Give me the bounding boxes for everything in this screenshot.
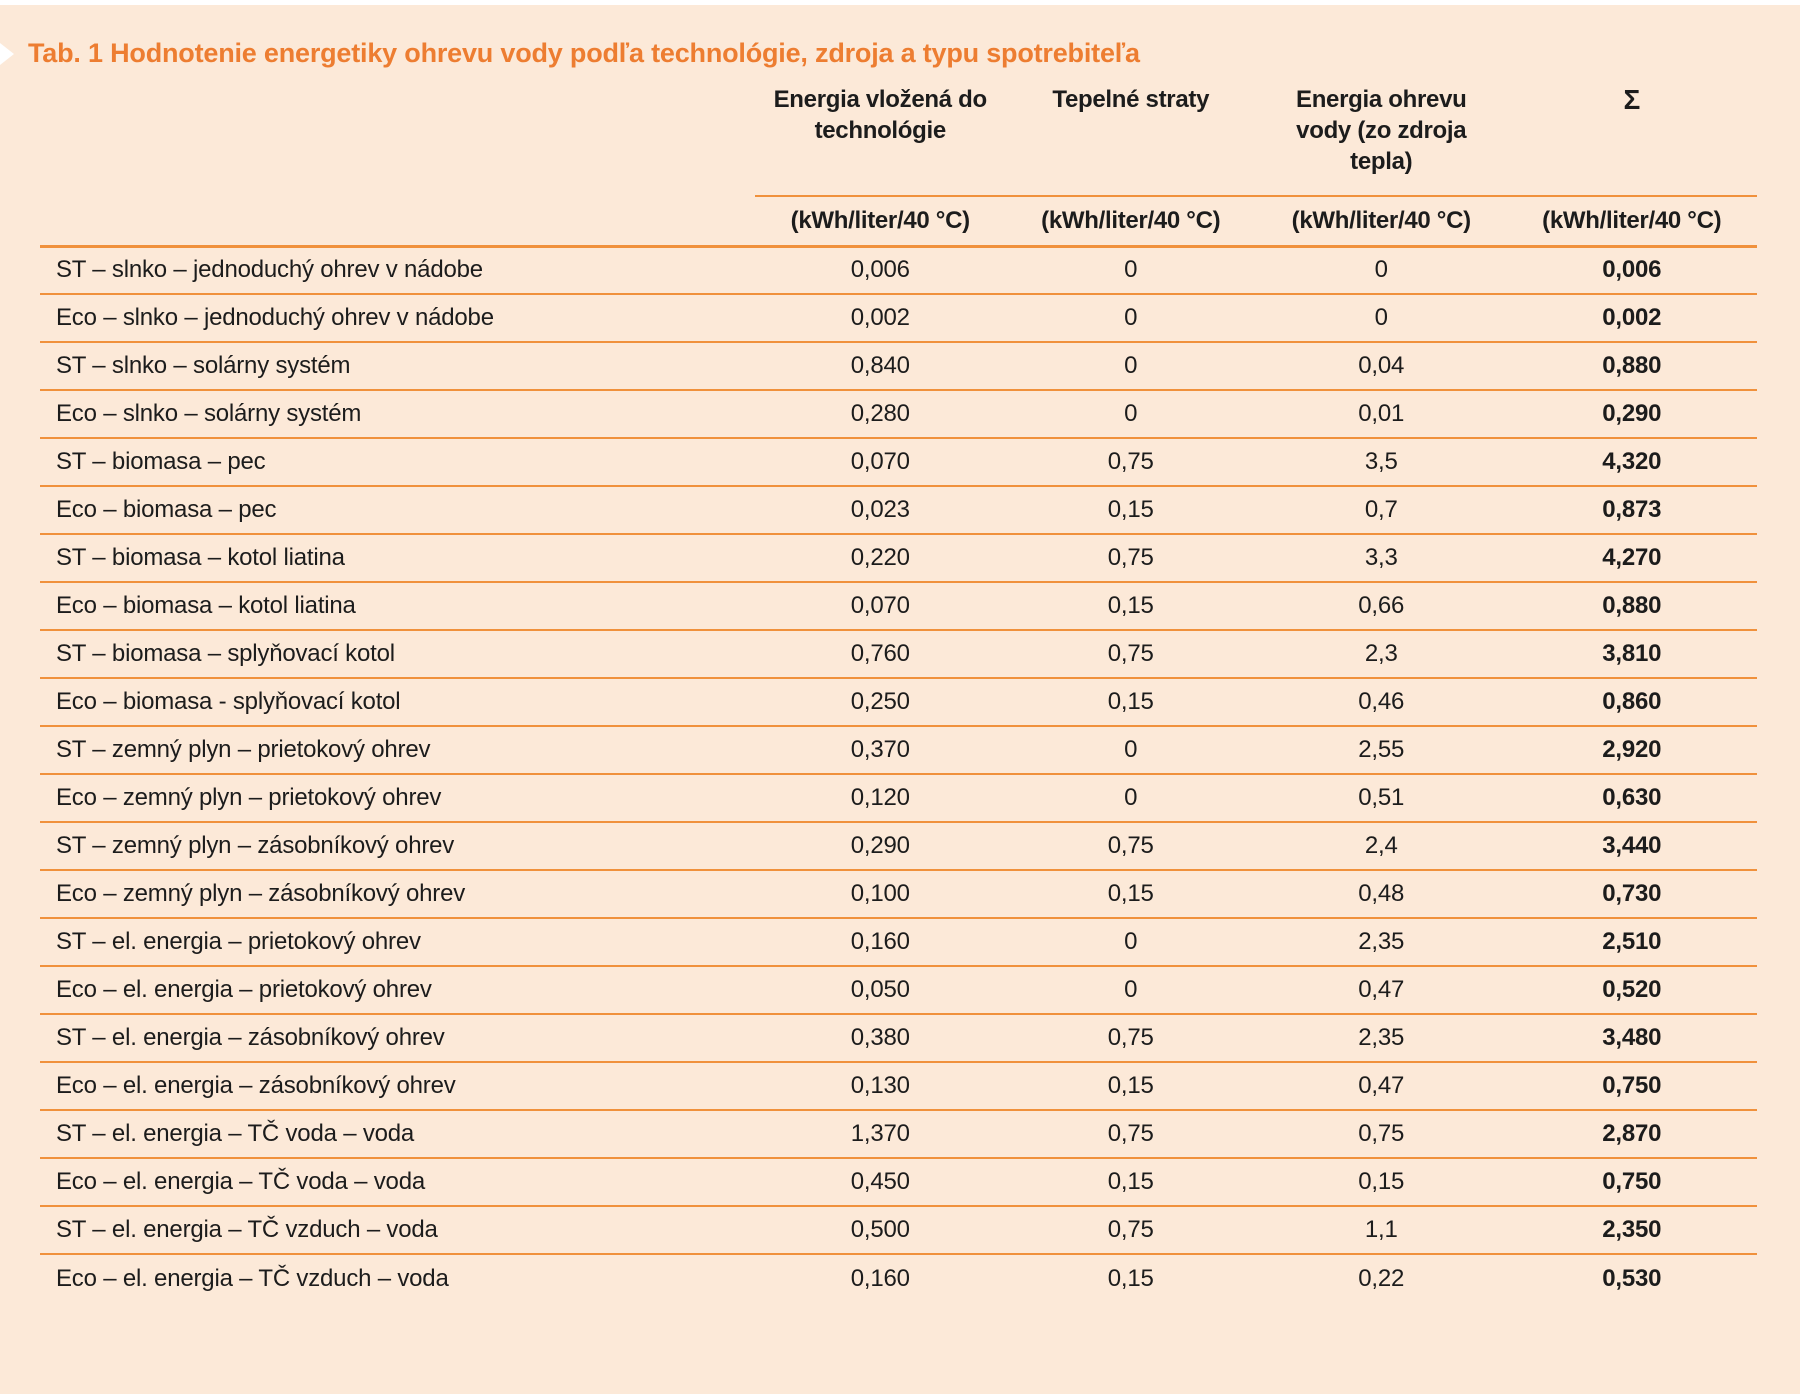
value-sum: 3,480 (1507, 1014, 1758, 1062)
value-tepelne-straty: 0,75 (1006, 1206, 1257, 1254)
table-row (40, 486, 1757, 534)
header-empty-cell (40, 84, 755, 196)
value-energia-vlozena: 0,023 (755, 486, 1006, 534)
table-row (40, 1062, 1757, 1110)
value-energia-ohrevu: 0,75 (1256, 1110, 1507, 1158)
value-energia-ohrevu: 2,35 (1256, 918, 1507, 966)
value-energia-vlozena: 0,290 (755, 822, 1006, 870)
value-tepelne-straty: 0,15 (1006, 1158, 1257, 1206)
row-label: ST – el. energia – TČ voda – voda (40, 1110, 755, 1158)
table-row (40, 1206, 1757, 1254)
value-energia-ohrevu: 0 (1256, 294, 1507, 342)
table-row (40, 342, 1757, 390)
value-energia-vlozena: 0,220 (755, 534, 1006, 582)
value-energia-vlozena: 0,160 (755, 918, 1006, 966)
value-energia-vlozena: 0,500 (755, 1206, 1006, 1254)
table-row (40, 1014, 1757, 1062)
value-energia-vlozena: 0,050 (755, 966, 1006, 1014)
value-energia-ohrevu: 3,3 (1256, 534, 1507, 582)
row-label: Eco – biomasa – kotol liatina (40, 582, 755, 630)
value-energia-ohrevu: 0,7 (1256, 486, 1507, 534)
row-label: ST – biomasa – kotol liatina (40, 534, 755, 582)
row-label: Eco – biomasa - splyňovací kotol (40, 678, 755, 726)
value-tepelne-straty: 0,15 (1006, 870, 1257, 918)
value-energia-ohrevu: 0 (1256, 246, 1507, 294)
value-energia-ohrevu: 0,22 (1358, 1264, 1405, 1292)
value-sum: 0,880 (1507, 582, 1758, 630)
value-sum: 2,350 (1507, 1206, 1758, 1254)
column-header-tepelne-straty: Tepelné straty (1006, 84, 1257, 196)
header-row (40, 84, 1757, 196)
table-row (40, 918, 1757, 966)
column-header-sum-sigma: Σ (1507, 84, 1758, 196)
table-row (40, 678, 1757, 726)
value-tepelne-straty: 0,15 (1006, 678, 1257, 726)
value-tepelne-straty: 0 (1006, 246, 1257, 294)
value-tepelne-straty: 0 (1006, 342, 1257, 390)
value-energia-ohrevu: 0,47 (1256, 1062, 1507, 1110)
title-row (0, 38, 1800, 74)
value-energia-vlozena: 0,160 (850, 1264, 910, 1292)
value-energia-vlozena: 0,280 (755, 390, 1006, 438)
row-label: Eco – biomasa – pec (40, 486, 755, 534)
value-tepelne-straty: 0,75 (1006, 1110, 1257, 1158)
value-sum: 0,873 (1507, 486, 1758, 534)
value-energia-ohrevu: 1,1 (1256, 1206, 1507, 1254)
value-tepelne-straty: 0 (1006, 390, 1257, 438)
value-energia-ohrevu: 0,46 (1256, 678, 1507, 726)
value-sum: 0,630 (1507, 774, 1758, 822)
value-sum: 0,730 (1507, 870, 1758, 918)
row-label: Eco – zemný plyn – zásobníkový ohrev (40, 870, 755, 918)
value-sum: 0,006 (1507, 246, 1758, 294)
value-energia-vlozena: 0,002 (755, 294, 1006, 342)
value-energia-vlozena: 0,070 (755, 438, 1006, 486)
table-row (40, 246, 1757, 294)
table-row (40, 726, 1757, 774)
table-row (40, 870, 1757, 918)
table-row (40, 390, 1757, 438)
value-energia-vlozena: 0,760 (755, 630, 1006, 678)
units-energia-vlozena: (kWh/liter/40 °C) (755, 196, 1006, 246)
page-title: Tab. 1 Hodnotenie energetiky ohrevu vody podľa technológie, zdroja a typu spotrebiteľa (28, 38, 1140, 68)
value-tepelne-straty: 0,15 (1006, 486, 1257, 534)
energy-table (40, 84, 1757, 1302)
row-label: Eco – slnko – solárny systém (40, 390, 755, 438)
value-energia-ohrevu: 0,51 (1256, 774, 1507, 822)
units-energia-ohrevu: (kWh/liter/40 °C) (1256, 196, 1507, 246)
table-row (40, 1110, 1757, 1158)
value-energia-ohrevu: 2,3 (1256, 630, 1507, 678)
value-sum: 0,880 (1507, 342, 1758, 390)
table-row (40, 1158, 1757, 1206)
row-label: ST – el. energia – TČ vzduch – voda (40, 1206, 755, 1254)
value-energia-vlozena: 0,370 (755, 726, 1006, 774)
value-energia-ohrevu: 0,04 (1256, 342, 1507, 390)
table-row (40, 438, 1757, 486)
row-label: Eco – zemný plyn – prietokový ohrev (40, 774, 755, 822)
value-tepelne-straty: 0,75 (1006, 534, 1257, 582)
value-sum: 3,810 (1507, 630, 1758, 678)
table-row (40, 582, 1757, 630)
value-energia-vlozena: 0,450 (755, 1158, 1006, 1206)
value-tepelne-straty: 0,15 (1006, 1062, 1257, 1110)
value-tepelne-straty: 0,75 (1006, 438, 1257, 486)
row-label: ST – el. energia – prietokový ohrev (40, 918, 755, 966)
value-energia-ohrevu: 3,5 (1256, 438, 1507, 486)
value-tepelne-straty: 0,75 (1006, 630, 1257, 678)
value-tepelne-straty: 0 (1006, 918, 1257, 966)
row-label: ST – zemný plyn – zásobníkový ohrev (40, 822, 755, 870)
table-row (40, 774, 1757, 822)
units-sum: (kWh/liter/40 °C) (1507, 196, 1758, 246)
row-label: ST – slnko – jednoduchý ohrev v nádobe (40, 246, 755, 294)
value-sum: 0,002 (1507, 294, 1758, 342)
value-tepelne-straty: 0,15 (1006, 582, 1257, 630)
value-energia-vlozena: 0,100 (755, 870, 1006, 918)
units-row (40, 196, 1757, 246)
row-label: ST – biomasa – splyňovací kotol (40, 630, 755, 678)
value-sum: 2,920 (1507, 726, 1758, 774)
table-row (40, 1254, 1757, 1302)
value-tepelne-straty: 0 (1006, 966, 1257, 1014)
value-energia-ohrevu: 0,66 (1256, 582, 1507, 630)
value-sum: 0,530 (1602, 1264, 1662, 1292)
value-tepelne-straty: 0 (1006, 294, 1257, 342)
value-sum: 2,870 (1507, 1110, 1758, 1158)
table-row (40, 294, 1757, 342)
value-energia-vlozena: 0,380 (755, 1014, 1006, 1062)
value-tepelne-straty: 0 (1006, 726, 1257, 774)
table-row (40, 966, 1757, 1014)
units-tepelne-straty: (kWh/liter/40 °C) (1006, 196, 1257, 246)
value-energia-ohrevu: 2,4 (1256, 822, 1507, 870)
units-empty-cell (40, 196, 755, 246)
row-label: Eco – slnko – jednoduchý ohrev v nádobe (40, 294, 755, 342)
value-sum: 3,440 (1507, 822, 1758, 870)
value-sum: 2,510 (1507, 918, 1758, 966)
row-label: ST – slnko – solárny systém (40, 342, 755, 390)
value-energia-ohrevu: 0,47 (1256, 966, 1507, 1014)
value-energia-vlozena: 0,006 (755, 246, 1006, 294)
row-label: Eco – el. energia – zásobníkový ohrev (40, 1062, 755, 1110)
row-label: ST – zemný plyn – prietokový ohrev (40, 726, 755, 774)
value-energia-vlozena: 0,250 (755, 678, 1006, 726)
value-energia-vlozena: 0,120 (755, 774, 1006, 822)
table-row (40, 630, 1757, 678)
value-energia-ohrevu: 2,55 (1256, 726, 1507, 774)
value-energia-vlozena: 0,840 (755, 342, 1006, 390)
value-tepelne-straty: 0,75 (1006, 822, 1257, 870)
value-sum: 4,270 (1507, 534, 1758, 582)
value-energia-ohrevu: 0,15 (1256, 1158, 1507, 1206)
value-energia-ohrevu: 0,01 (1256, 390, 1507, 438)
column-header-energia-ohrevu: Energia ohrevu vody (zo zdroja tepla) (1256, 84, 1507, 196)
row-label: ST – biomasa – pec (40, 438, 755, 486)
value-sum: 0,290 (1507, 390, 1758, 438)
value-energia-ohrevu: 0,48 (1256, 870, 1507, 918)
value-sum: 0,860 (1507, 678, 1758, 726)
value-energia-vlozena: 0,070 (755, 582, 1006, 630)
value-energia-vlozena: 1,370 (755, 1110, 1006, 1158)
value-energia-ohrevu: 2,35 (1256, 1014, 1507, 1062)
chevron-right-icon (0, 43, 14, 65)
row-label: ST – el. energia – zásobníkový ohrev (40, 1014, 755, 1062)
value-sum: 0,520 (1507, 966, 1758, 1014)
column-header-energia-vlozena: Energia vložená do technológie (755, 84, 1006, 196)
row-label: Eco – el. energia – prietokový ohrev (40, 966, 755, 1014)
value-tepelne-straty: 0 (1006, 774, 1257, 822)
row-label: Eco – el. energia – TČ voda – voda (40, 1158, 755, 1206)
top-strip (0, 0, 1800, 5)
value-sum: 0,750 (1507, 1158, 1758, 1206)
value-energia-vlozena: 0,130 (755, 1062, 1006, 1110)
table-row (40, 534, 1757, 582)
value-tepelne-straty: 0,15 (1107, 1264, 1154, 1292)
table-row (40, 822, 1757, 870)
row-label: Eco – el. energia – TČ vzduch – voda (56, 1264, 449, 1292)
value-sum: 4,320 (1507, 438, 1758, 486)
value-tepelne-straty: 0,75 (1006, 1014, 1257, 1062)
value-sum: 0,750 (1507, 1062, 1758, 1110)
